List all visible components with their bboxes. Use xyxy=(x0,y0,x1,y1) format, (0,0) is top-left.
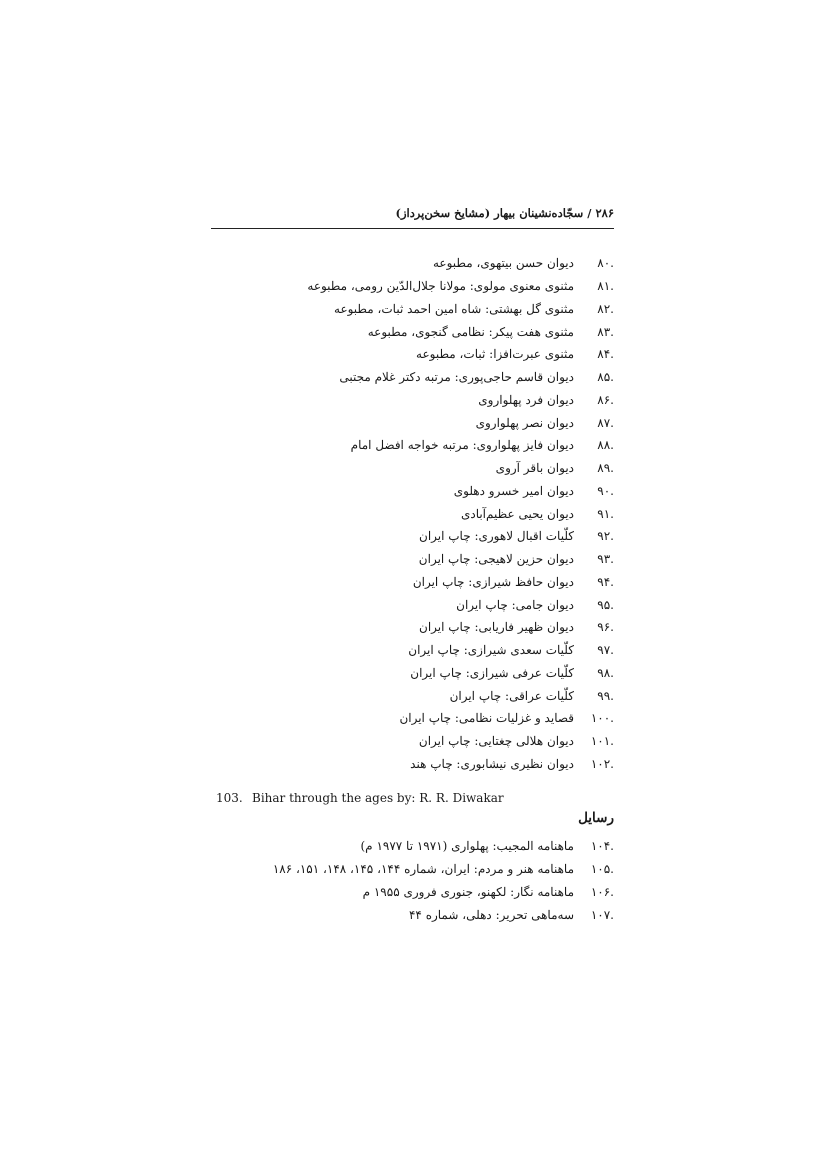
item-text: مثنوی گل بهشتی: شاه امین احمد ثبات، مطبوعه xyxy=(334,302,574,316)
item-text: دیوان امیر خسرو دهلوی xyxy=(453,484,574,498)
item-number: 103. xyxy=(216,791,243,805)
list-item xyxy=(150,686,616,706)
item-number: .۹۸ xyxy=(597,666,614,680)
item-number: .۹۴ xyxy=(597,575,614,589)
item-text: دیوان حافظ شیرازی: چاپ ایران xyxy=(412,575,574,589)
item-text: دیوان جامی: چاپ ایران xyxy=(456,598,574,612)
running-head: ۲۸۶ / سجّاده‌نشینان بیهار (مشایخ سخن‌پرداز) xyxy=(395,206,614,220)
item-number: .۸۶ xyxy=(597,393,614,407)
item-number: .۸۹ xyxy=(597,461,614,475)
item-number: .۹۶ xyxy=(597,620,614,634)
list-item xyxy=(150,504,616,524)
item-text: Bihar through the ages by: R. R. Diwakar xyxy=(252,791,504,805)
item-text: دیوان فرد پهلواروی xyxy=(478,393,574,407)
list-item xyxy=(150,549,616,569)
item-number: .۸۷ xyxy=(597,416,614,430)
item-text: مثنوی عبرت‌افزا: ثبات، مطبوعه xyxy=(416,347,574,361)
item-text: دیوان قاسم حاجی‌پوری: مرتبه دکتر غلام مجتبی xyxy=(339,370,574,384)
item-text: دیوان ظهیر فاریابی: چاپ ایران xyxy=(419,620,574,634)
item-text: ماهنامه نگار: لکهنو، جنوری فروری ۱۹۵۵ م xyxy=(362,885,574,899)
item-number: .۹۰ xyxy=(597,484,614,498)
item-text: ماهنامه هنر و مردم: ایران، شماره ۱۴۴، ۱۴۵، ۱۴۸، ۱۵۱، ۱۸۶ xyxy=(272,862,574,876)
item-text: سه‌ماهی تحریر: دهلی، شماره ۴۴ xyxy=(408,908,574,922)
item-text: قصاید و غزلیات نظامی: چاپ ایران xyxy=(399,711,574,725)
list-item xyxy=(150,390,616,410)
item-text: دیوان فایز پهلواروی: مرتبه خواجه افضل امام xyxy=(350,438,574,452)
list-item xyxy=(150,836,616,856)
section-heading: رسایل xyxy=(578,810,614,826)
list-item xyxy=(150,595,616,615)
list-item xyxy=(150,663,616,683)
item-number: .۱۰۵ xyxy=(590,862,614,876)
list-item xyxy=(150,276,616,296)
item-text: دیوان هلالی چغتایی: چاپ ایران xyxy=(418,734,574,748)
item-text: دیوان نصر پهلواروی xyxy=(475,416,574,430)
item-number: .۱۰۲ xyxy=(590,757,614,771)
list-item xyxy=(150,458,616,478)
item-number: .۹۹ xyxy=(597,689,614,703)
item-text: دیوان حزین لاهیجی: چاپ ایران xyxy=(418,552,574,566)
item-text: دیوان یحیی عظیم‌آبادی xyxy=(460,507,574,521)
list-item xyxy=(150,344,616,364)
item-text: کلّیات عرفی شیرازی: چاپ ایران xyxy=(410,666,574,680)
item-number: .۱۰۶ xyxy=(590,885,614,899)
item-text: مثنوی هفت پیکر: نظامی گنجوی، مطبوعه xyxy=(367,325,574,339)
item-number: .۸۴ xyxy=(597,347,614,361)
item-text: کلّیات سعدی شیرازی: چاپ ایران xyxy=(408,643,574,657)
list-item xyxy=(150,481,616,501)
list-item xyxy=(150,413,616,433)
item-number: .۸۳ xyxy=(597,325,614,339)
item-number: .۸۲ xyxy=(597,302,614,316)
list-item xyxy=(150,572,616,592)
item-text: مثنوی معنوی مولوی: مولانا جلال‌الدّین رومی، مطبوعه xyxy=(307,279,574,293)
item-text: کلّیات اقبال لاهوری: چاپ ایران xyxy=(419,529,574,543)
item-number: .۱۰۷ xyxy=(590,908,614,922)
list-item xyxy=(150,322,616,342)
list-item xyxy=(150,905,616,925)
list-item xyxy=(150,299,616,319)
list-item xyxy=(150,859,616,879)
item-text: ماهنامه المجیب: پهلواری (۱۹۷۱ تا ۱۹۷۷ م) xyxy=(360,839,574,853)
list-item xyxy=(150,754,616,774)
item-number: .۱۰۴ xyxy=(590,839,614,853)
item-text: دیوان نظیری نیشابوری: چاپ هند xyxy=(410,757,574,771)
item-text: دیوان باقر آروی xyxy=(495,461,574,475)
list-item xyxy=(150,253,616,273)
item-text: دیوان حسن بیتهوی، مطبوعه xyxy=(433,256,574,270)
item-number: .۹۷ xyxy=(597,643,614,657)
list-item xyxy=(150,435,616,455)
list-item xyxy=(150,617,616,637)
item-number: .۱۰۰ xyxy=(590,711,614,725)
item-number: .۱۰۱ xyxy=(590,734,614,748)
item-number: .۸۵ xyxy=(597,370,614,384)
item-number: .۸۸ xyxy=(597,438,614,452)
item-number: .۹۵ xyxy=(597,598,614,612)
item-number: .۹۳ xyxy=(597,552,614,566)
item-number: .۸۱ xyxy=(597,279,614,293)
english-list-item xyxy=(216,791,504,805)
item-number: .۹۱ xyxy=(597,507,614,521)
list-item xyxy=(150,882,616,902)
list-item xyxy=(150,367,616,387)
item-text: کلّیات عراقی: چاپ ایران xyxy=(449,689,574,703)
list-item xyxy=(150,708,616,728)
list-item xyxy=(150,526,616,546)
page-header xyxy=(211,202,614,229)
item-number: .۸۰ xyxy=(597,256,614,270)
list-item xyxy=(150,731,616,751)
item-number: .۹۲ xyxy=(597,529,614,543)
list-item xyxy=(150,640,616,660)
